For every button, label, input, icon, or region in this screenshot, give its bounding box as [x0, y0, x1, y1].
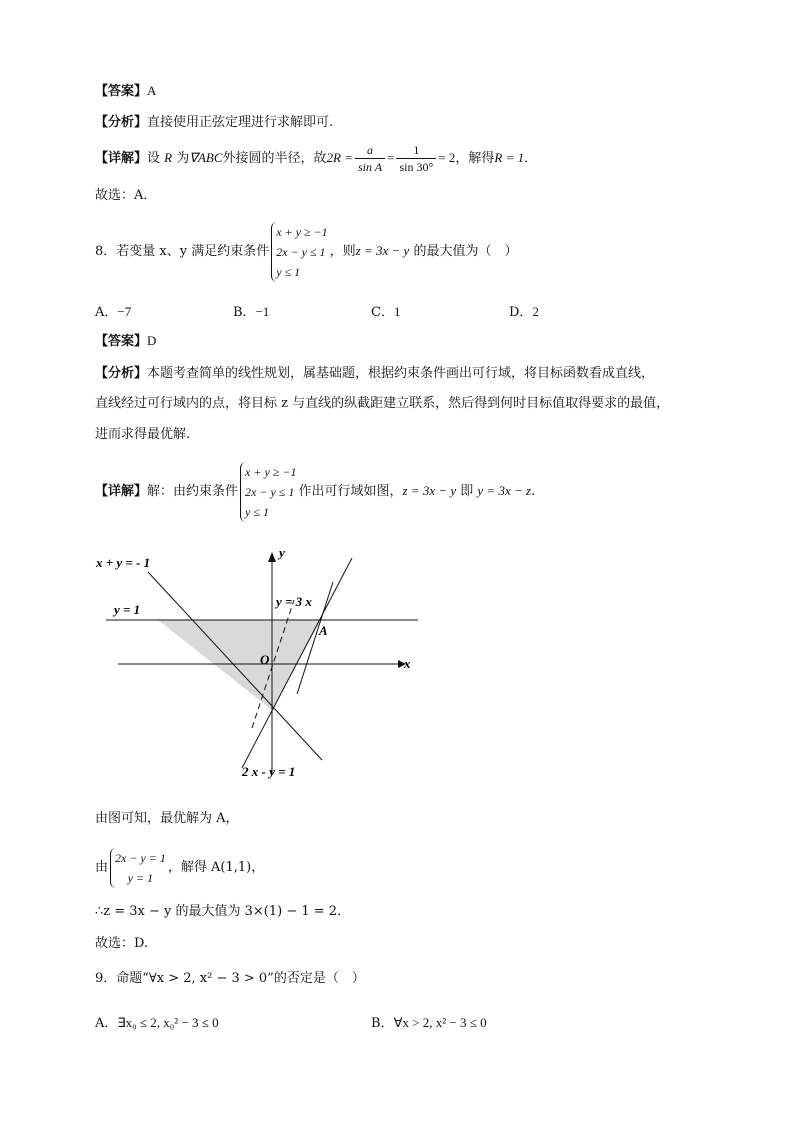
option-value: −1	[255, 304, 270, 319]
constraint-system	[271, 222, 327, 282]
equation: y = 1	[127, 870, 154, 885]
constraint-system	[240, 462, 296, 522]
detail-tag: 【详解】	[95, 484, 148, 499]
answer-tag: 【答案】	[95, 334, 148, 349]
q8-conclude: 由图可知，最优解为 A，	[95, 811, 239, 826]
q7-answer-line	[95, 82, 156, 101]
fraction-a-over-sinA	[355, 142, 385, 175]
q9-option-a	[95, 1012, 219, 1031]
q8-max-line: ∴z = 3x − y 的最大值为 3×(1) − 1 = 2．	[95, 904, 351, 919]
analysis-tag: 【分析】	[95, 115, 148, 130]
frac-den: sin A	[357, 160, 383, 174]
detail-text: 为	[172, 151, 190, 166]
q8-detail-line	[95, 460, 535, 523]
equation: 2x − y = 1	[115, 850, 166, 865]
label-axis-y: y	[279, 545, 285, 560]
label-line-2x-minus-y: 2 x - y = 1	[242, 764, 296, 779]
frac-den: sin 30°	[399, 160, 434, 174]
detail-var: R	[164, 150, 173, 165]
eq-sign: =	[387, 150, 395, 165]
detail-text: 作出可行域如图，	[298, 484, 403, 499]
eq-result: = 2	[438, 150, 456, 165]
option-value: ∀x > 2, x² − 3 ≤ 0	[393, 1015, 487, 1030]
option-label: B．	[233, 305, 256, 320]
solve-text: 由	[95, 860, 109, 875]
detail-triangle: ∇ABC	[189, 150, 223, 165]
answer-tag: 【答案】	[95, 84, 148, 99]
label-axis-x: x	[404, 656, 411, 671]
option-label: A．	[95, 305, 118, 320]
detail-lhs: 2R =	[326, 150, 353, 165]
solve-system	[110, 848, 166, 888]
q8-option-c	[371, 301, 400, 320]
fraction-1-over-sin30	[396, 142, 436, 175]
detail-solution: R = 1	[494, 150, 525, 165]
objective-expr: z = 3x − y	[355, 243, 410, 258]
feasible-region-figure	[90, 540, 430, 785]
detail-text: .	[531, 484, 536, 499]
label-line-x-plus-y: x + y = - 1	[96, 555, 151, 570]
q8-option-a	[95, 301, 131, 320]
q8-analysis-line-3: 进而求得最优解.	[95, 427, 191, 442]
frac-num: a	[355, 142, 385, 159]
detail-text: 设	[147, 151, 165, 166]
objective-expr: z = 3x − y	[402, 483, 457, 498]
constraint: 2x − y ≤ 1	[245, 484, 295, 499]
q8-analysis-line-1	[95, 365, 654, 383]
label-origin: O	[260, 652, 270, 667]
detail-text: 外接圆的半径，故	[222, 151, 327, 166]
label-line-y-eq-1: y = 1	[114, 602, 141, 617]
constraint: x + y ≥ −1	[276, 224, 328, 239]
analysis-text: 直接使用正弦定理进行求解即可.	[147, 115, 334, 130]
label-line-y-eq-3x: y = 3 x	[276, 594, 312, 609]
y-axis-arrow-icon	[268, 552, 276, 562]
q7-analysis-line	[95, 114, 333, 132]
solve-text: ，解得 A(1,1)，	[167, 860, 265, 875]
constraint: 2x − y ≤ 1	[276, 244, 326, 259]
constraint: y ≤ 1	[245, 504, 269, 519]
stem-text: 8．若变量 x、y 满足约束条件	[95, 244, 270, 259]
detail-text: 解：由约束条件	[147, 484, 239, 499]
analysis-tag: 【分析】	[95, 366, 148, 381]
answer-value: A	[147, 83, 157, 98]
option-value: 2	[532, 304, 539, 319]
option-value: −7	[117, 304, 132, 319]
option-label: A．	[95, 1016, 118, 1031]
constraint: y ≤ 1	[276, 264, 301, 279]
option-label: D．	[509, 305, 533, 320]
analysis-text: 本题考查简单的线性规划，属基础题，根据约束条件画出可行域，将目标函数看成直线，	[147, 366, 655, 381]
q7-detail-line	[95, 140, 537, 177]
q7-choose: 故选：A．	[95, 188, 157, 203]
option-value: 1	[393, 304, 401, 319]
line-expr: y = 3x − z	[477, 483, 532, 498]
feasible-region	[158, 620, 321, 710]
q8-option-d	[509, 301, 539, 320]
q8-option-b	[233, 301, 269, 320]
constraint: x + y ≥ −1	[245, 464, 297, 479]
answer-value: D	[147, 333, 157, 348]
option-value: ∃x₀ ≤ 2, x₀² − 3 ≤ 0	[117, 1015, 219, 1030]
q8-analysis-line-2: 直线经过可行域内的点，将目标 z 与直线的纵截距建立联系，然后得到何时目标值取得要求的最值，	[95, 396, 670, 411]
label-point-a: A	[319, 623, 328, 638]
detail-text: ，解得	[455, 151, 495, 166]
q8-choose: 故选：D.	[95, 936, 149, 951]
detail-text: 即	[456, 484, 478, 499]
frac-num: 1	[396, 142, 436, 159]
q8-answer-line	[95, 332, 156, 351]
option-label: C．	[371, 305, 394, 320]
q8-solve-line	[95, 845, 264, 891]
q8-stem	[95, 220, 517, 283]
detail-tag: 【详解】	[95, 151, 148, 166]
stem-text: 的最大值为（ ）	[409, 244, 518, 259]
stem-text: ，则	[329, 244, 356, 259]
q9-stem: 9．命题“∀x > 2, x² − 3 > 0”的否定是（ ）	[95, 971, 365, 986]
q9-option-b	[371, 1012, 487, 1031]
option-label: B．	[371, 1016, 394, 1031]
detail-text: ．	[524, 151, 538, 166]
